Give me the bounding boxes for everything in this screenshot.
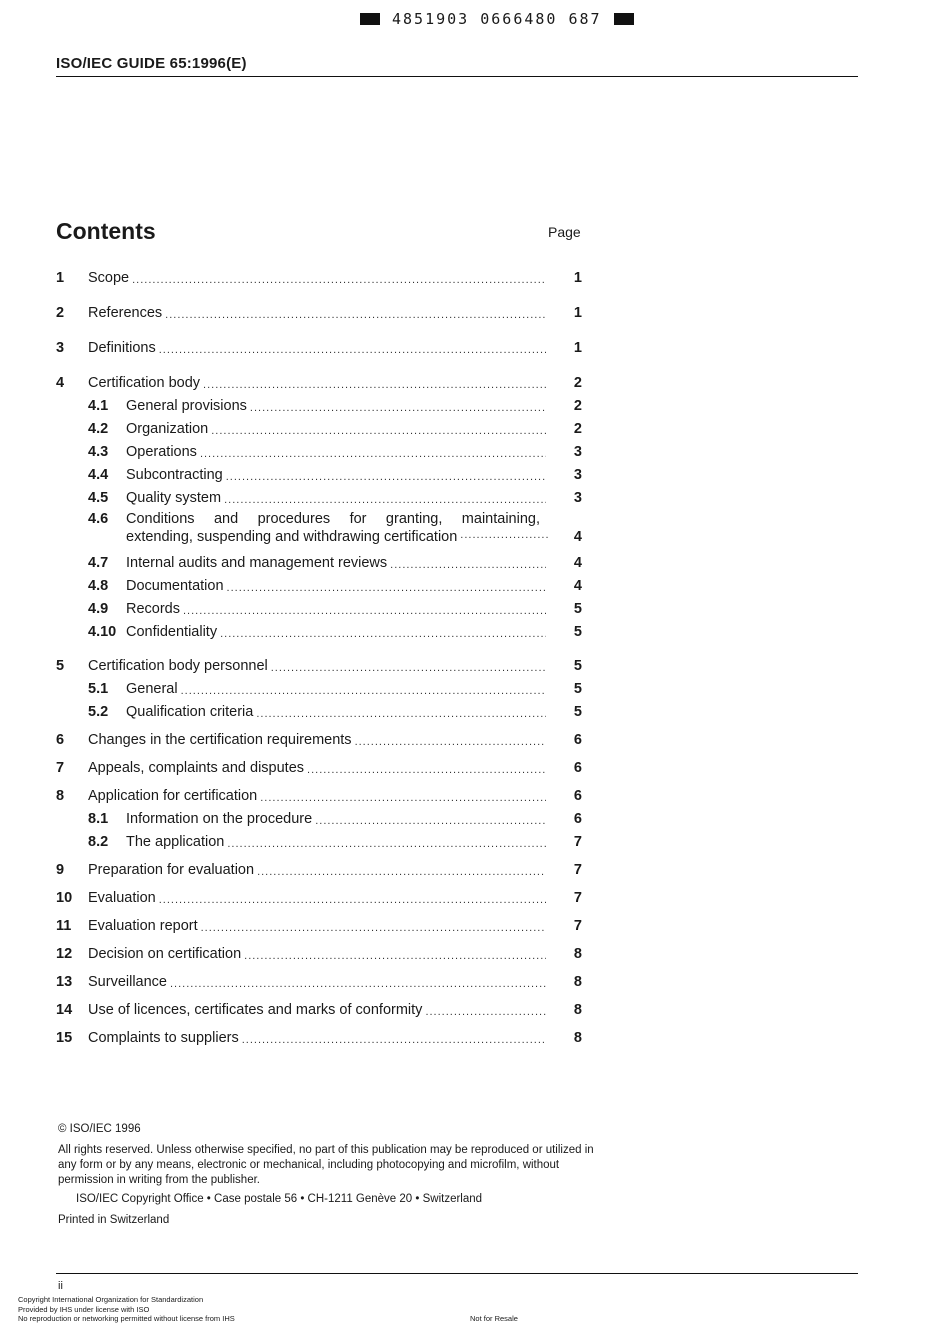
toc-entry-label: Subcontracting <box>126 467 223 483</box>
toc-entry-4-6[interactable] <box>56 511 582 551</box>
toc-entry-page: 5 <box>573 681 582 697</box>
toc-entry-page: 4 <box>573 555 582 571</box>
dot-leader <box>201 922 546 934</box>
toc-entry-label: Scope <box>88 270 130 286</box>
toc-entry-number: 3 <box>56 340 65 356</box>
toc-entry-number: 4.5 <box>88 490 109 506</box>
toc-entry-label: Confidentiality <box>126 624 218 640</box>
toc-entry-page: 3 <box>573 467 582 483</box>
toc-entry-label: Organization <box>126 421 209 437</box>
toc-entry-page: 5 <box>573 658 582 674</box>
toc-entry-label: Surveillance <box>88 974 167 990</box>
footer-divider <box>56 1273 858 1274</box>
toc-entry-15[interactable] <box>56 1026 582 1046</box>
toc-entry-3[interactable] <box>56 336 582 356</box>
dot-leader <box>250 402 546 414</box>
toc-entry-13[interactable] <box>56 970 582 990</box>
dot-leader <box>242 1034 546 1046</box>
toc-entry-number: 4.8 <box>88 578 109 594</box>
toc-entry-number: 1 <box>56 270 65 286</box>
license-notice-line: Copyright International Organization for Standardization <box>18 1295 204 1304</box>
toc-entry-4-4[interactable] <box>56 463 582 483</box>
toc-entry-label: Evaluation <box>88 890 156 906</box>
toc-entry-label: The application <box>126 834 225 850</box>
dot-leader <box>227 582 546 594</box>
dot-leader <box>425 1006 546 1018</box>
toc-entry-4-8[interactable] <box>56 574 582 594</box>
not-for-resale-notice: Not for Resale <box>470 1314 518 1323</box>
toc-entry-7[interactable] <box>56 756 582 776</box>
toc-entry-number: 4.2 <box>88 421 109 437</box>
toc-entry-page: 7 <box>573 918 582 934</box>
toc-entry-label: General <box>126 681 178 697</box>
dot-leader <box>203 379 546 391</box>
dot-leader <box>271 662 546 674</box>
toc-entry-label: Complaints to suppliers <box>88 1030 239 1046</box>
toc-entry-8-1[interactable] <box>56 807 582 827</box>
toc-entry-number: 4.9 <box>88 601 109 617</box>
copyright-office-address: ISO/IEC Copyright Office • Case postale 56 • CH-1211 Genève 20 • Switzerland <box>76 1193 483 1205</box>
toc-entry-page: 5 <box>573 624 582 640</box>
toc-entry-label: Application for certification <box>88 788 258 804</box>
toc-entry-number: 4.3 <box>88 444 109 460</box>
barcode-strip <box>360 10 634 28</box>
toc-entry-2[interactable] <box>56 301 582 321</box>
dot-leader <box>307 764 546 776</box>
dot-leader <box>183 605 546 617</box>
toc-entry-number: 10 <box>56 890 73 906</box>
toc-entry-number: 8 <box>56 788 65 804</box>
dot-leader <box>227 838 546 850</box>
toc-entry-page: 8 <box>573 974 582 990</box>
toc-entry-label: Internal audits and management reviews <box>126 555 388 571</box>
toc-entry-number: 5.2 <box>88 704 109 720</box>
toc-entry-number: 9 <box>56 862 65 878</box>
toc-entry-8-2[interactable] <box>56 830 582 850</box>
dot-leader <box>220 628 546 640</box>
toc-entry-label: General provisions <box>126 398 247 414</box>
toc-entry-page: 6 <box>573 732 582 748</box>
toc-entry-label: Information on the procedure <box>126 811 313 827</box>
dot-leader <box>159 894 546 906</box>
dot-leader <box>256 708 546 720</box>
toc-entry-number: 5.1 <box>88 681 109 697</box>
toc-entry-label: Documentation <box>126 578 224 594</box>
toc-entry-label: Changes in the certification requirements <box>88 732 352 748</box>
dot-leader <box>226 471 546 483</box>
dot-leader <box>460 529 550 545</box>
barcode-block-right <box>614 13 634 25</box>
toc-entry-page: 7 <box>573 862 582 878</box>
toc-entry-4-2[interactable] <box>56 417 582 437</box>
toc-entry-label: Qualification criteria <box>126 704 254 720</box>
toc-entry-page: 8 <box>573 1030 582 1046</box>
toc-entry-label: References <box>88 305 163 321</box>
toc-entry-4-7[interactable] <box>56 551 582 571</box>
dot-leader <box>257 866 546 878</box>
dot-leader <box>159 344 546 356</box>
toc-entry-page: 4 <box>573 578 582 594</box>
toc-entry-label: Operations <box>126 444 197 460</box>
toc-entry-6[interactable] <box>56 728 582 748</box>
dot-leader <box>211 425 546 437</box>
toc-entry-label: Preparation for evaluation <box>88 862 255 878</box>
toc-entry-label: Evaluation report <box>88 918 198 934</box>
toc-entry-number: 7 <box>56 760 65 776</box>
dot-leader <box>355 736 546 748</box>
dot-leader <box>224 494 546 506</box>
dot-leader <box>200 448 546 460</box>
barcode-block-left <box>360 13 380 25</box>
dot-leader <box>132 274 546 286</box>
toc-entry-14[interactable] <box>56 998 582 1018</box>
copyright-block <box>58 1122 598 1228</box>
license-notice-line: Provided by IHS under license with ISO <box>18 1304 150 1314</box>
toc-entry-label: Certification body <box>88 375 201 391</box>
toc-entry-12[interactable] <box>56 942 582 962</box>
toc-entry-8[interactable] <box>56 784 582 804</box>
toc-entry-label: Quality system <box>126 490 222 506</box>
page-number: ii <box>58 1280 63 1292</box>
toc-entry-4-10[interactable] <box>56 620 582 640</box>
header-divider <box>56 76 858 77</box>
toc-entry-number: 4.1 <box>88 398 109 414</box>
toc-entry-number: 5 <box>56 658 65 674</box>
page-column-label: Page <box>548 224 581 240</box>
toc-entry-number: 13 <box>56 974 73 990</box>
toc-entry-label: Definitions <box>88 340 156 356</box>
toc-entry-5-1[interactable] <box>56 677 582 697</box>
toc-entry-10[interactable] <box>56 886 582 906</box>
toc-entry-number: 4.10 <box>88 624 117 640</box>
toc-entry-number: 4.7 <box>88 555 109 571</box>
toc-entry-label: Appeals, complaints and disputes <box>88 760 305 776</box>
toc-entry-label: Records <box>126 601 180 617</box>
toc-entry-page: 4 <box>573 529 582 545</box>
toc-entry-5[interactable] <box>56 654 582 674</box>
toc-entry-page: 7 <box>573 834 582 850</box>
toc-entry-page: 2 <box>573 421 582 437</box>
dot-leader <box>165 309 546 321</box>
contents-heading: Contents <box>56 218 156 244</box>
toc-entry-4-9[interactable] <box>56 597 582 617</box>
toc-entry-label: Decision on certification <box>88 946 242 962</box>
toc-entry-5-2[interactable] <box>56 700 582 720</box>
toc-entry-4[interactable] <box>56 371 582 391</box>
toc-entry-page: 6 <box>573 760 582 776</box>
toc-entry-number: 8.1 <box>88 811 109 827</box>
toc-entry-page: 7 <box>573 890 582 906</box>
toc-entry-page: 6 <box>573 788 582 804</box>
toc-entry-page: 5 <box>573 704 582 720</box>
toc-entry-number: 14 <box>56 1002 73 1018</box>
toc-entry-page: 1 <box>573 340 582 356</box>
toc-entry-number: 8.2 <box>88 834 109 850</box>
rights-statement: All rights reserved. Unless otherwise specified, no part of this publication may be reproduced or utilized in any form or by any means, electronic or mechanical, including photocopying and microfilm, without permission in writing from the publisher. <box>58 1144 594 1186</box>
dot-leader <box>181 685 546 697</box>
toc-entry-number: 11 <box>56 918 72 934</box>
dot-leader <box>390 559 546 571</box>
toc-entry-page: 2 <box>573 398 582 414</box>
dot-leader <box>170 978 546 990</box>
dot-leader <box>260 792 546 804</box>
toc-entry-page: 3 <box>573 490 582 506</box>
toc-entry-page: 2 <box>573 375 582 391</box>
toc-entry-page: 8 <box>573 946 582 962</box>
document-title: ISO/IEC GUIDE 65:1996(E) <box>56 55 247 72</box>
toc-entry-number: 4.4 <box>88 467 109 483</box>
toc-entry-11[interactable] <box>56 914 582 934</box>
license-notice-line: No reproduction or networking permitted without license from IHS <box>18 1314 235 1323</box>
printed-in-line: Printed in Switzerland <box>58 1214 170 1226</box>
toc-entry-4-1[interactable] <box>56 394 582 414</box>
toc-entry-page: 1 <box>573 270 582 286</box>
toc-entry-4-5[interactable] <box>56 486 582 506</box>
toc-entry-9[interactable] <box>56 858 582 878</box>
toc-entry-number: 4.6 <box>88 511 109 527</box>
toc-entry-page: 8 <box>573 1002 582 1018</box>
toc-entry-label-line1: Conditions and procedures for granting, maintaining, <box>126 511 540 527</box>
toc-entry-page: 6 <box>573 811 582 827</box>
barcode-text: 4851903 0666480 687 <box>392 10 602 28</box>
toc-entry-label-line2: extending, suspending and withdrawing certification <box>126 529 458 545</box>
toc-entry-page: 1 <box>573 305 582 321</box>
license-notice <box>18 1295 235 1324</box>
dot-leader <box>315 815 546 827</box>
toc-entry-label: Use of licences, certificates and marks of conformity <box>88 1002 423 1018</box>
copyright-line: © ISO/IEC 1996 <box>58 1123 141 1135</box>
toc-entry-number: 2 <box>56 305 65 321</box>
toc-entry-number: 12 <box>56 946 73 962</box>
toc-entry-number: 6 <box>56 732 65 748</box>
toc-entry-page: 3 <box>573 444 582 460</box>
dot-leader <box>244 950 546 962</box>
toc-entry-1[interactable] <box>56 266 582 286</box>
toc-entry-4-3[interactable] <box>56 440 582 460</box>
toc-entry-number: 4 <box>56 375 65 391</box>
toc-entry-label: Certification body personnel <box>88 658 268 674</box>
toc-entry-page: 5 <box>573 601 582 617</box>
toc-entry-number: 15 <box>56 1030 73 1046</box>
